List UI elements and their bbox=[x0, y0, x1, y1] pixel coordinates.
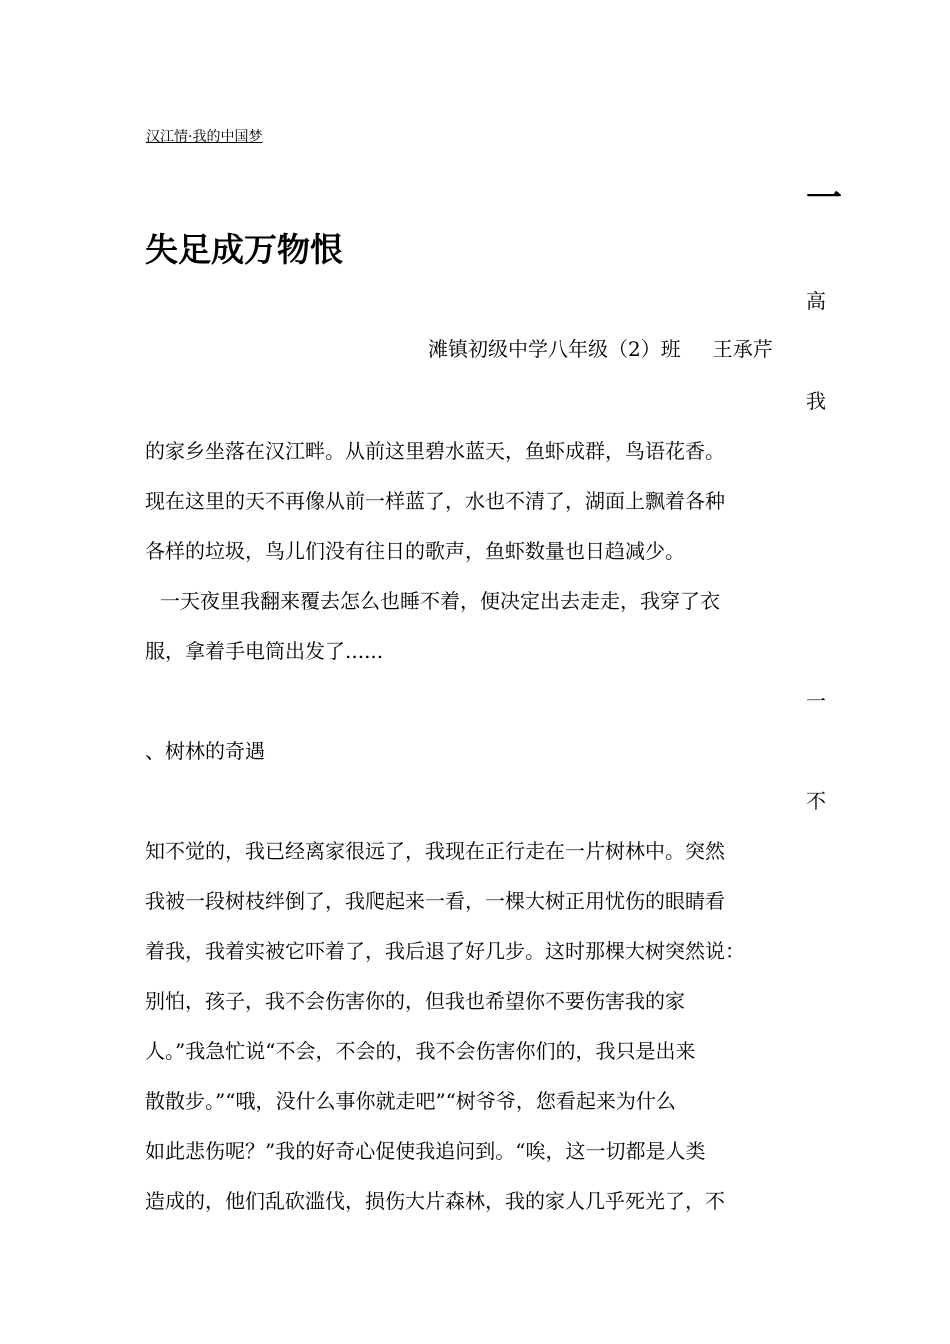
paragraph3-line: 人。”我急忙说“不会，不会的，我不会伤害你们的，我只是出来 bbox=[145, 1039, 696, 1063]
paragraph2-line: 一天夜里我翻来覆去怎么也睡不着，便决定出去走走，我穿了衣 bbox=[160, 589, 720, 613]
paragraph3-line: 散散步。”“哦，没什么事你就走吧”“树爷爷，您看起来为什么 bbox=[145, 1089, 676, 1113]
paragraph1-line: 的家乡坐落在汉江畔。从前这里碧水蓝天，鱼虾成群，鸟语花香。 bbox=[145, 439, 725, 463]
stray-char-1: 高 bbox=[806, 289, 826, 313]
paragraph1-line: 现在这里的天不再像从前一样蓝了，水也不清了，湖面上飘着各种 bbox=[145, 489, 725, 513]
stray-char-3: 一 bbox=[806, 689, 826, 713]
paragraph3-line: 着我，我着实被它吓着了，我后退了好几步。这时那棵大树突然说： bbox=[145, 939, 745, 963]
stray-char-4: 不 bbox=[806, 789, 826, 813]
byline bbox=[428, 334, 773, 364]
header-link[interactable]: 汉江情·我的中国梦 bbox=[146, 129, 263, 145]
byline-school: 滩镇初级中学八年级（2）班 bbox=[428, 337, 681, 361]
byline-author: 王承芹 bbox=[712, 337, 773, 361]
paragraph3-line: 我被一段树枝绊倒了，我爬起来一看，一棵大树正用忧伤的眼睛看 bbox=[145, 889, 725, 913]
paragraph2-line: 服，拿着手电筒出发了...... bbox=[145, 639, 384, 663]
paragraph3-line: 如此悲伤呢？”我的好奇心促使我追问到。“唉，这一切都是人类 bbox=[145, 1139, 706, 1163]
paragraph3-line: 知不觉的，我已经离家很远了，我现在正行走在一片树林中。突然 bbox=[145, 839, 725, 863]
paragraph1-line: 各样的垃圾，鸟儿们没有往日的歌声，鱼虾数量也日趋减少。 bbox=[145, 539, 685, 563]
title-dash: 一 bbox=[806, 177, 843, 219]
section-heading: 、树林的奇遇 bbox=[145, 739, 265, 763]
stray-char-2: 我 bbox=[806, 389, 826, 413]
paragraph3-line: 造成的，他们乱砍滥伐，损伤大片森林，我的家人几乎死光了，不 bbox=[145, 1189, 725, 1213]
paragraph3-line: 别怕，孩子，我不会伤害你的，但我也希望你不要伤害我的家 bbox=[145, 989, 685, 1013]
page-title: 失足成万物恨 bbox=[145, 230, 343, 269]
